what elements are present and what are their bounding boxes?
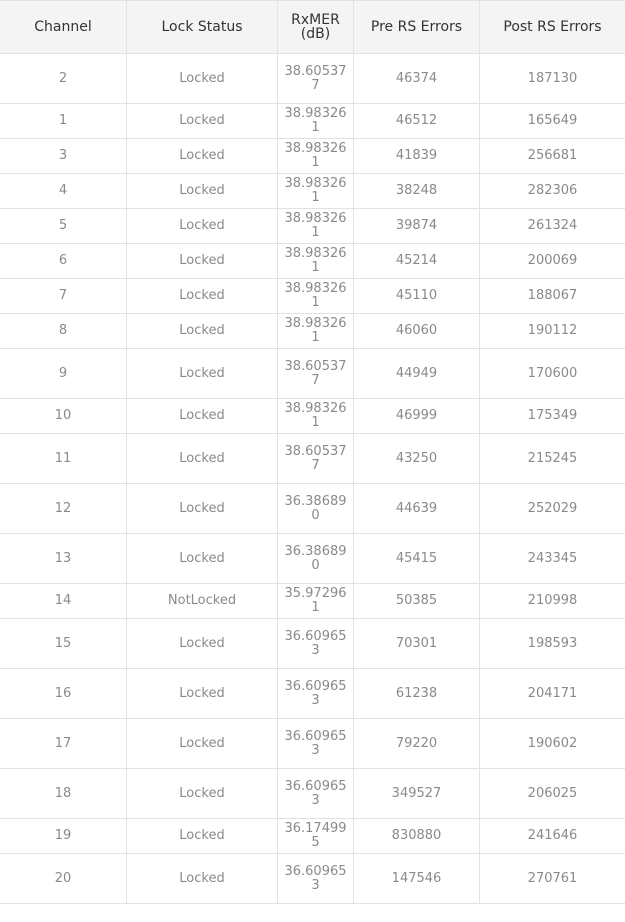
cell-pre-rs-errors: 50385 [354, 584, 480, 619]
cell-channel: 6 [0, 244, 127, 279]
cell-rxmer: 36.609653 [278, 619, 354, 669]
cell-post-rs-errors: 187130 [480, 54, 625, 104]
cell-post-rs-errors: 190602 [480, 719, 625, 769]
cell-post-rs-errors: 170600 [480, 349, 625, 399]
table-row [0, 399, 625, 434]
cell-channel: 11 [0, 434, 127, 484]
table-body [0, 54, 625, 904]
cell-post-rs-errors: 206025 [480, 769, 625, 819]
cell-pre-rs-errors: 38248 [354, 174, 480, 209]
cell-lock-status: Locked [127, 139, 278, 174]
cell-rxmer: 36.386890 [278, 484, 354, 534]
cell-channel: 12 [0, 484, 127, 534]
table-row [0, 434, 625, 484]
cell-pre-rs-errors: 44639 [354, 484, 480, 534]
cell-post-rs-errors: 252029 [480, 484, 625, 534]
cell-pre-rs-errors: 70301 [354, 619, 480, 669]
cell-lock-status: Locked [127, 54, 278, 104]
cell-pre-rs-errors: 43250 [354, 434, 480, 484]
table-row [0, 54, 625, 104]
table-row [0, 854, 625, 904]
cell-lock-status: Locked [127, 534, 278, 584]
cell-rxmer: 38.983261 [278, 399, 354, 434]
cell-rxmer: 38.605377 [278, 54, 354, 104]
cell-post-rs-errors: 270761 [480, 854, 625, 904]
cell-lock-status: NotLocked [127, 584, 278, 619]
header-pre-rs-errors: Pre RS Errors [354, 1, 480, 54]
cell-pre-rs-errors: 79220 [354, 719, 480, 769]
cell-rxmer: 36.609653 [278, 719, 354, 769]
header-lock-status: Lock Status [127, 1, 278, 54]
cell-channel: 9 [0, 349, 127, 399]
table-row [0, 669, 625, 719]
cell-post-rs-errors: 256681 [480, 139, 625, 174]
cell-post-rs-errors: 165649 [480, 104, 625, 139]
cell-pre-rs-errors: 46060 [354, 314, 480, 349]
table-row [0, 279, 625, 314]
cell-rxmer: 38.983261 [278, 209, 354, 244]
cell-rxmer: 38.605377 [278, 434, 354, 484]
header-rxmer: RxMER (dB) [278, 1, 354, 54]
cell-post-rs-errors: 188067 [480, 279, 625, 314]
cell-pre-rs-errors: 61238 [354, 669, 480, 719]
cell-pre-rs-errors: 44949 [354, 349, 480, 399]
cell-channel: 8 [0, 314, 127, 349]
table-row [0, 244, 625, 279]
cell-pre-rs-errors: 41839 [354, 139, 480, 174]
cell-lock-status: Locked [127, 244, 278, 279]
table-row [0, 619, 625, 669]
cell-pre-rs-errors: 45214 [354, 244, 480, 279]
cell-lock-status: Locked [127, 279, 278, 314]
cell-pre-rs-errors: 349527 [354, 769, 480, 819]
table-row [0, 174, 625, 209]
cell-post-rs-errors: 190112 [480, 314, 625, 349]
cell-post-rs-errors: 261324 [480, 209, 625, 244]
cell-post-rs-errors: 243345 [480, 534, 625, 584]
cell-pre-rs-errors: 46999 [354, 399, 480, 434]
cell-channel: 19 [0, 819, 127, 854]
cell-lock-status: Locked [127, 854, 278, 904]
cell-rxmer: 36.386890 [278, 534, 354, 584]
cell-channel: 17 [0, 719, 127, 769]
cell-lock-status: Locked [127, 209, 278, 244]
cell-channel: 7 [0, 279, 127, 314]
cell-post-rs-errors: 175349 [480, 399, 625, 434]
cell-channel: 1 [0, 104, 127, 139]
cell-rxmer: 38.983261 [278, 174, 354, 209]
cell-pre-rs-errors: 830880 [354, 819, 480, 854]
cell-rxmer: 38.983261 [278, 104, 354, 139]
cell-post-rs-errors: 241646 [480, 819, 625, 854]
cell-channel: 14 [0, 584, 127, 619]
cell-pre-rs-errors: 46512 [354, 104, 480, 139]
table-row [0, 819, 625, 854]
cell-channel: 3 [0, 139, 127, 174]
cell-channel: 13 [0, 534, 127, 584]
table-row [0, 584, 625, 619]
table-row [0, 484, 625, 534]
cell-channel: 10 [0, 399, 127, 434]
table-row [0, 314, 625, 349]
cell-pre-rs-errors: 46374 [354, 54, 480, 104]
cell-pre-rs-errors: 147546 [354, 854, 480, 904]
cell-channel: 15 [0, 619, 127, 669]
cell-rxmer: 38.983261 [278, 314, 354, 349]
cell-lock-status: Locked [127, 769, 278, 819]
cell-post-rs-errors: 210998 [480, 584, 625, 619]
table-row [0, 139, 625, 174]
table-header [0, 1, 625, 54]
cell-rxmer: 38.983261 [278, 139, 354, 174]
cell-rxmer: 38.983261 [278, 244, 354, 279]
table-row [0, 719, 625, 769]
cell-pre-rs-errors: 45415 [354, 534, 480, 584]
cell-rxmer: 35.972961 [278, 584, 354, 619]
cell-rxmer: 36.609653 [278, 854, 354, 904]
cell-post-rs-errors: 198593 [480, 619, 625, 669]
cell-lock-status: Locked [127, 174, 278, 209]
cell-channel: 5 [0, 209, 127, 244]
cell-rxmer: 36.609653 [278, 669, 354, 719]
header-channel: Channel [0, 1, 127, 54]
cell-channel: 4 [0, 174, 127, 209]
cell-lock-status: Locked [127, 819, 278, 854]
cell-lock-status: Locked [127, 619, 278, 669]
cell-post-rs-errors: 282306 [480, 174, 625, 209]
table-row [0, 104, 625, 139]
cell-channel: 20 [0, 854, 127, 904]
cell-rxmer: 36.174995 [278, 819, 354, 854]
cell-lock-status: Locked [127, 434, 278, 484]
cell-post-rs-errors: 200069 [480, 244, 625, 279]
table-row [0, 349, 625, 399]
cell-lock-status: Locked [127, 104, 278, 139]
cell-pre-rs-errors: 39874 [354, 209, 480, 244]
header-row [0, 1, 625, 54]
cell-lock-status: Locked [127, 669, 278, 719]
cell-lock-status: Locked [127, 399, 278, 434]
cell-post-rs-errors: 215245 [480, 434, 625, 484]
cell-pre-rs-errors: 45110 [354, 279, 480, 314]
cell-lock-status: Locked [127, 349, 278, 399]
cell-rxmer: 38.605377 [278, 349, 354, 399]
table-row [0, 209, 625, 244]
cell-lock-status: Locked [127, 484, 278, 534]
cell-rxmer: 38.983261 [278, 279, 354, 314]
header-post-rs-errors: Post RS Errors [480, 1, 625, 54]
cell-channel: 2 [0, 54, 127, 104]
cell-channel: 18 [0, 769, 127, 819]
table-row [0, 769, 625, 819]
table-row [0, 534, 625, 584]
cell-lock-status: Locked [127, 719, 278, 769]
cell-rxmer: 36.609653 [278, 769, 354, 819]
cell-lock-status: Locked [127, 314, 278, 349]
cell-channel: 16 [0, 669, 127, 719]
cell-post-rs-errors: 204171 [480, 669, 625, 719]
